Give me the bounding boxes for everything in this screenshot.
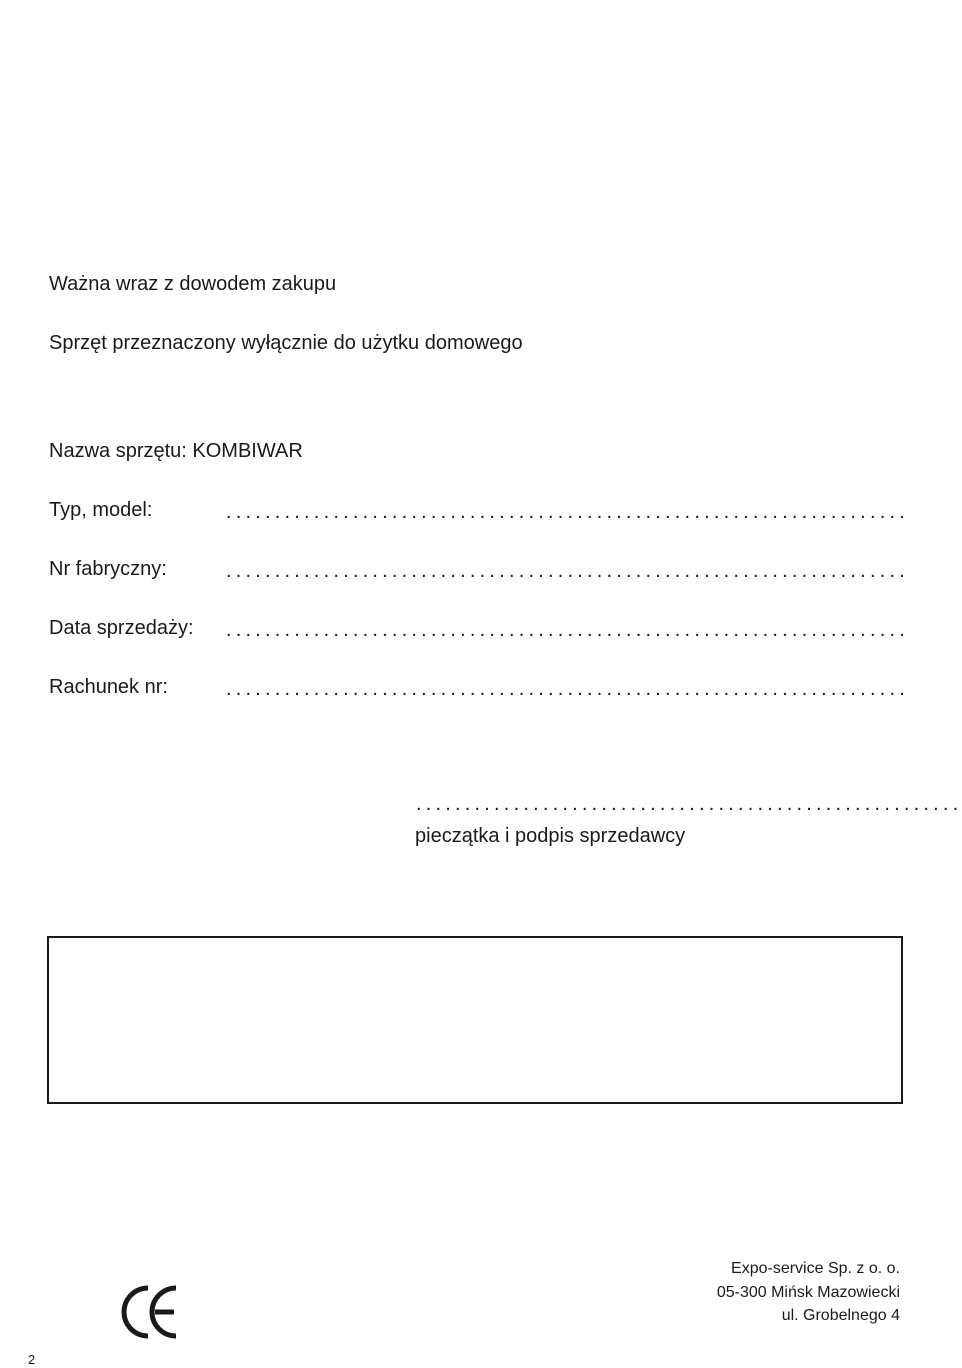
home-use-only-note: Sprzęt przeznaczony wyłącznie do użytku domowego	[49, 332, 523, 354]
serial-number-fill-line: ......................................................................	[226, 560, 909, 582]
sale-date-fill-line: ......................................................................	[226, 619, 909, 641]
valid-with-receipt-note: Ważna wraz z dowodem zakupu	[49, 273, 337, 295]
company-name: Expo-service Sp. z o. o.	[731, 1260, 900, 1277]
ce-mark-icon	[122, 1284, 178, 1340]
page-number: 2	[28, 1352, 36, 1367]
device-name: Nazwa sprzętu: KOMBIWAR	[49, 440, 303, 462]
company-address	[717, 1257, 900, 1328]
stamp-box	[47, 936, 903, 1104]
invoice-number-fill-line: ......................................................................	[226, 678, 909, 700]
invoice-number-label: Rachunek nr:	[49, 676, 168, 698]
seller-signature-label: pieczątka i podpis sprzedawcy	[415, 825, 686, 847]
serial-number-label: Nr fabryczny:	[49, 558, 167, 580]
type-model-label: Typ, model:	[49, 499, 153, 521]
sale-date-label: Data sprzedaży:	[49, 617, 194, 639]
seller-signature-fill-line: ........................................................	[416, 793, 962, 815]
type-model-fill-line: ......................................................................	[226, 501, 909, 523]
company-street: ul. Grobelnego 4	[781, 1307, 900, 1324]
company-city: 05-300 Mińsk Mazowiecki	[716, 1283, 900, 1301]
